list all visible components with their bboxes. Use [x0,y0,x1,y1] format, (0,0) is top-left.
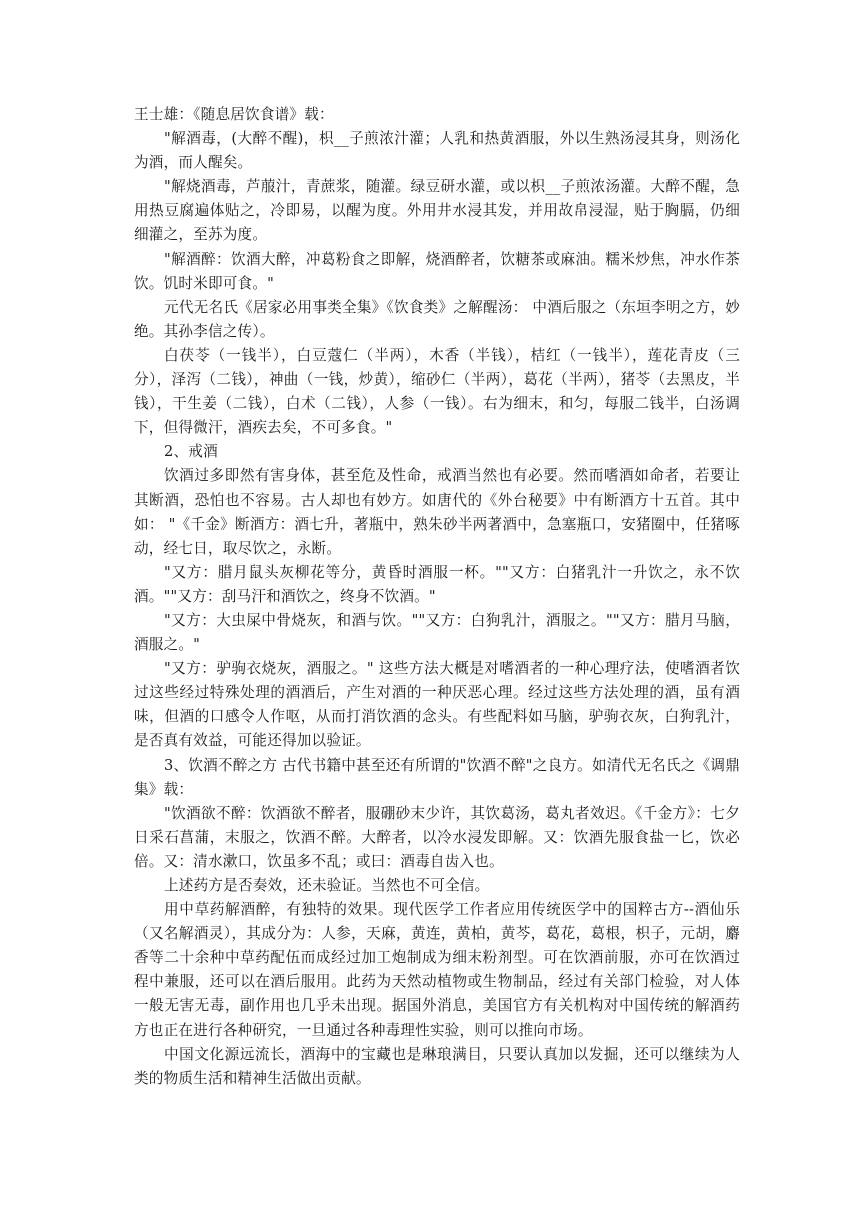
paragraph-text: 饮酒过多即然有害身体，甚至危及性命，戒酒当然也有必要。然而嗜酒如命者，若要让其断酒，恐怕也不容易。古人却也有妙方。如唐代的《外台秘要》中有断酒方十五首。其中如： "《千金》断酒方：酒七升，著瓶中，熟朱砂半两著酒中，急塞瓶口，安猪圈中，任猪啄动，经七日，取尽饮之，永断。 [134,467,740,557]
paragraph-text: 元代无名氏《居家必用事类全集》《饮食类》之解醒汤： 中酒后服之（东垣李明之方，妙绝。其孙李信之传）。 [134,298,740,340]
paragraph-recipe: 白茯苓（一钱半），白豆蔻仁（半两），木香（半钱），桔红（一钱半），莲花青皮（三分），泽泻（二钱），神曲（一钱，炒黄），缩砂仁（半两），葛花（半两），猪苓（去黑皮，半钱），干生姜（二钱），白术（二钱），人参（一钱）。右为细末，和匀，每服二钱半，白汤调下，但得微汗，酒疾去矣，不可多食。" [134,346,740,437]
document-body [134,103,740,1091]
paragraph-quote: "解烧酒毒，芦菔汁，青蔗浆，随灌。绿豆研水灌，或以枳__子煎浓汤灌。大醉不醒，急用热豆腐遍体贴之，冷即易，以醒为度。外用井水浸其发，并用故帛浸湿，贴于胸膈，仍细细灌之，至苏为度。 [134,178,740,244]
paragraph-text: 上述药方是否奏效，还未验证。当然也不可全信。 [164,877,490,894]
paragraph-text: "又方：驴驹衣烧灰，酒服之。" 这些方法大概是对嗜酒者的一种心理疗法，使嗜酒者饮过这些经过特殊处理的酒酒后，产生对酒的一种厌恶心理。经过这些方法处理的酒，虽有酒味，但酒的口感令人作呕，从而打消饮酒的念头。有些配料如马脑，驴驹衣灰，白狗乳汁，是否真有效益，可能还得加以验证。 [134,660,740,750]
paragraph-conclusion: 中国文化源远流长，酒海中的宝藏也是琳琅满目，只要认真加以发掘，还可以继续为人类的物质生活和精神生活做出贡献。 [134,1045,740,1087]
paragraph-quote: "又方：大虫屎中骨烧灰，和酒与饮。""又方：白狗乳汁，酒服之。""又方：腊月马脑，酒服之。" [134,611,740,654]
paragraph-text: 用中草药解酒醉，有独特的效果。现代医学工作者应用传统医学中的国粹古方--酒仙乐（又名解酒灵），其成分为：人参，天麻，黄连，黄柏，黄芩，葛花，葛根，枳子，元胡，麝香等二十余种中草药配伍而成经过加工炮制成为细末粉剂型。可在饮酒前服，亦可在饮酒过程中兼服，还可以在酒后服用。此药为天然动植物或生物制品，经过有关部门检验，对人体一般无害无毒，副作用也几乎未出现。据国外消息，美国官方有关机构对中国传统的解酒药方也正在进行各种研究，一旦通过各种毒理性实验，则可以推向市场。 [134,901,740,1039]
paragraph-quote: "饮酒欲不醉：饮酒欲不醉者，服硼砂末少许，其饮葛汤，葛丸者效迟。《千金方》：七夕日采石菖蒲，末服之，饮酒不醉。大醉者，以冷水浸发即解。又：饮酒先服食盐一匕，饮必倍。又：清水漱口，饮虽多不乱；或曰：酒毒自齿入也。 [134,804,740,870]
paragraph-quote: "解酒毒，(大醉不醒)，枳__子煎浓汁灌；人乳和热黄酒服，外以生熟汤浸其身，则汤化为酒，而人醒矣。 [134,130,740,172]
paragraph-intro: 王士雄：《随息居饮食谱》载： [134,106,334,123]
section-heading: 3、饮酒不醉之方 古代书籍中甚至还有所谓的"饮酒不醉"之良方。如清代无名氏之《调鼎集》载： [134,756,740,798]
paragraph-quote: "又方：腊月鼠头灰柳花等分，黄昏时酒服一杯。""又方：白猪乳汁一升饮之，永不饮酒。""又方：刮马汗和酒饮之，终身不饮酒。" [134,563,740,605]
section-heading: 2、戒酒 [164,443,218,461]
paragraph-quote: "解酒醉：饮酒大醉，冲葛粉食之即解，烧酒醉者，饮糖茶或麻油。糯米炒焦，冲水作茶饮。饥时米即可食。" [134,250,740,292]
